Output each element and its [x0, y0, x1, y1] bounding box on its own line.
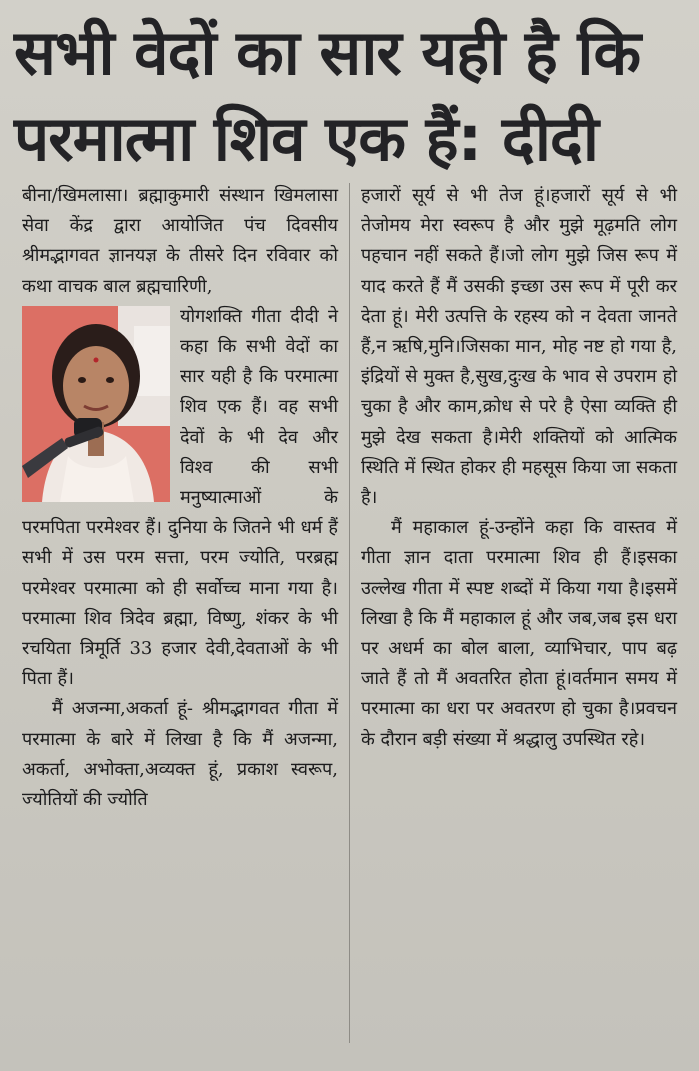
article-wrap-text: योगशक्ति गीता दीदी ने कहा कि सभी वेदों का सार यही है कि परमात्मा शिव एक हैं। वह सभी देवों के भी देव और विश्व की सभी मनुष्यात्माओं के परमपिता परमेश्वर हैं। दुनिया के जितने भी धर्म हैं सभी में उस परम सत्ता, परम ज्योति, परब्रह्म परमेश्वर परमात्मा को ही सर्वोच्च माना गया है। परमात्मा शिव त्रिदेव ब्रह्मा, विष्णु, शंकर के भी रचयिता त्रिमूर्ति 33 हजार देवी,देवताओं के भी पिता हैं। — [22, 305, 338, 690]
subhead-paragraph-ajanma: मैं अजन्मा,अकर्ता हूं- श्रीमद्भागवत गीता में परमात्मा के बारे में लिखा है कि मैं अजन्मा, अकर्ता, अभोक्ता,अव्यक्त हूं, प्रकाश स्वरूप, ज्योतियों की ज्योति — [22, 698, 338, 811]
article-continued: हजारों सूर्य से भी तेज हूं।हजारों सूर्य से भी तेजोमय मेरा स्वरूप है और मुझे मूढ़मति लोग पहचान नहीं सकते हैं।जो लोग मुझे जिस रूप में याद करते हैं मैं उसकी इच्छा उस रूप में पूरी कर देता हूं। मेरी उत्पत्ति के रहस्य को न देवता जानते हैं,न ऋषि,मुनि।जिसका मान, मोह नष्ट हो गया है, इंद्रियों से मुक्त है,सुख,दुःख के भाव से उपराम हो चुका है और काम,क्रोध से परे है ऐसा व्यक्ति ही मुझे देख सकता है।मेरी शक्तियों को आत्मिक स्थिति में स्थित होकर ही महसूस किया जा सकता है। — [361, 185, 677, 509]
article-column-left — [22, 181, 338, 815]
column-divider — [349, 183, 350, 1043]
headline-line-2: परमात्मा शिव एक हैं: दीदी — [14, 102, 598, 175]
speaker-photo — [22, 306, 170, 502]
article-column-right — [361, 181, 677, 755]
headline — [14, 10, 686, 182]
headline-line-1: सभी वेदों का सार यही है कि — [14, 16, 641, 89]
subhead-paragraph-mahakal: मैं महाकाल हूं-उन्होंने कहा कि वास्तव में गीता ज्ञान दाता परमात्मा शिव ही हैं।इसका उल्लेख गीता में स्पष्ट शब्दों में किया गया है।इसमें लिखा है कि मैं महाकाल हूं और जब,जब इस धरा पर अधर्म का बोल बाला, व्याभिचार, पाप बढ़ जाते हैं तो मैं अवतरित होता हूं।वर्तमान समय में परमात्मा का धरा पर अवतरण हो चुका है।प्रवचन के दौरान बड़ी संख्या में श्रद्धालु उपस्थित रहे। — [361, 517, 677, 750]
speaker-photo-image — [22, 306, 170, 502]
article-intro: बीना/खिमलासा। ब्रह्माकुमारी संस्थान खिमलासा सेवा केंद्र द्वारा आयोजित पंच दिवसीय श्रीमद्भागवत ज्ञानयज्ञ के तीसरे दिन रविवार को कथा वाचक बाल ब्रह्मचारिणी, — [22, 185, 338, 297]
